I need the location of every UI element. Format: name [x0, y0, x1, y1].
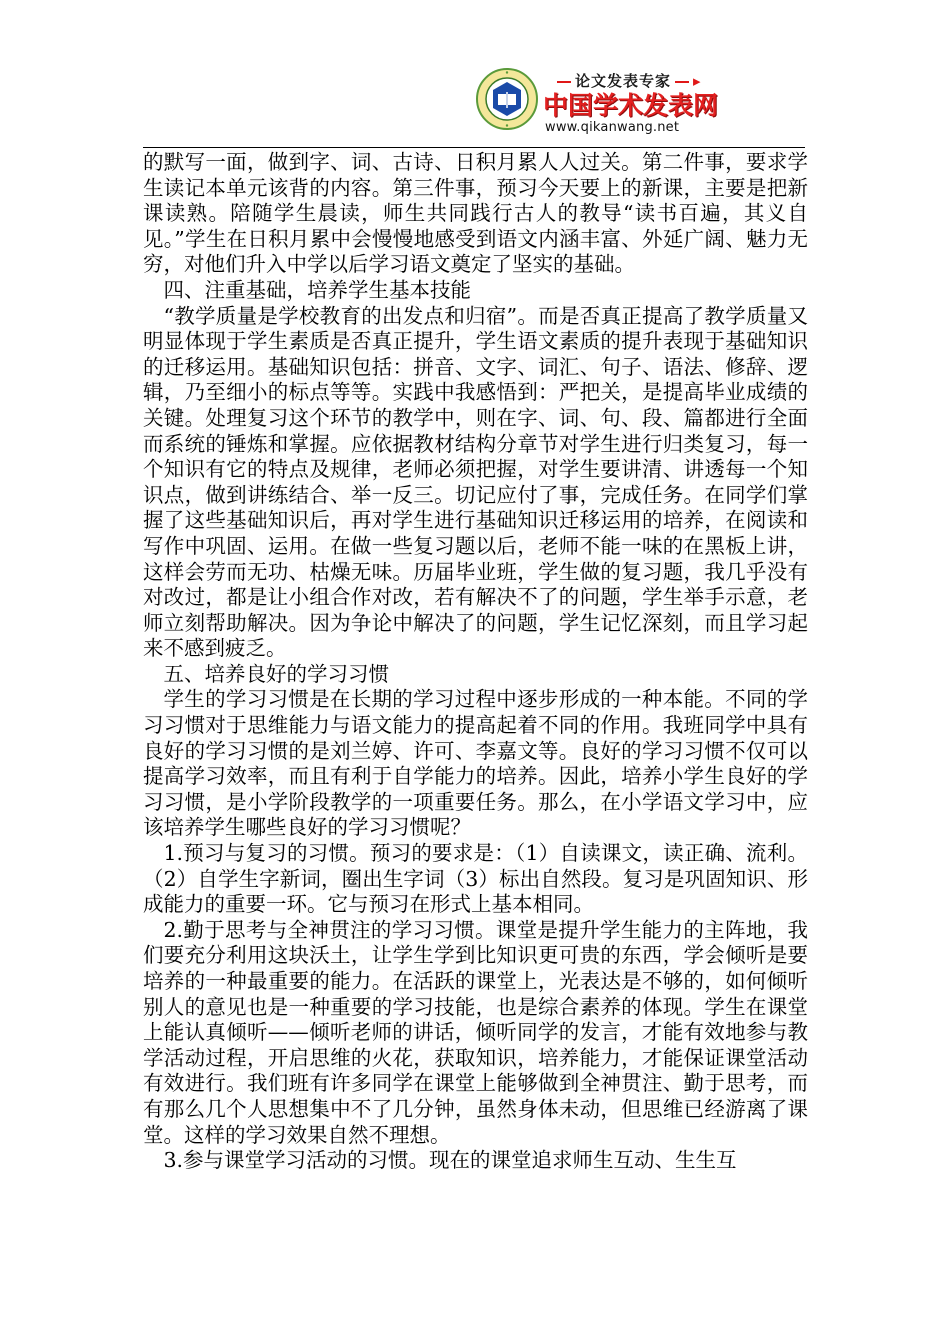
body-paragraph: 3.参与课堂学习活动的习惯。现在的课堂追求师生互动、生生互 [163, 1148, 737, 1173]
section-heading: 四、注重基础，培养学生基本技能 [163, 277, 471, 302]
body-paragraph: 学生的学习习惯是在长期的学习过程中逐步形成的一种本能。不同的学习习惯对于思维能力与语文能力的提高起着不同的作用。我班同学中具有良好的学习习惯的是刘兰婷、许可、李嘉文等。良好的学习习惯不仅可以提高学习效率，而且有利于自学能力的培养。因此，培养小学生良好的学习习惯，是小学阶段教学的一项重要任务。那么，在小学语文学习中，应该培养学生哪些良好的学习习惯呢？ [143, 687, 808, 840]
section-heading: 五、培养良好的学习习惯 [163, 661, 389, 686]
body-paragraph: 的默写一面，做到字、词、古诗、日积月累人人过关。第二件事，要求学生读记本单元该背的内容。第三件事，预习今天要上的新课，主要是把新课读熟。陪随学生晨读，师生共同践行古人的教导“读书百遍，其义自见。”学生在日积月累中会慢慢地感受到语文内涵丰富、外延广阔、魅力无穷，对他们升入中学以后学习语文奠定了坚实的基础。 [143, 150, 808, 277]
site-seal-logo [476, 68, 538, 130]
body-paragraph: 1.预习与复习的习惯。预习的要求是：（1）自读课文，读正确、流利。（2）自学生字新词，圈出生字词（3）标出自然段。复习是巩固知识、形成能力的重要一环。它与预习在形式上基本相同。 [143, 841, 808, 917]
header-divider [143, 147, 805, 148]
document-body [143, 150, 808, 1174]
brand-block [543, 70, 803, 135]
body-paragraph: “教学质量是学校教育的出发点和归宿”。而是否真正提高了教学质量又明显体现于学生素质是否真正提升，学生语文素质的提升表现于基础知识的迁移运用。基础知识包括：拼音、文字、词汇、句子、语法、修辞、逻辑，乃至细小的标点等等。实践中我感悟到：严把关，是提高毕业成绩的关键。处理复习这个环节的教学中，则在字、词、句、段、篇都进行全面而系统的锤炼和掌握。应依据教材结构分章节对学生进行归类复习，每一个知识有它的特点及规律，老师必须把握，对学生要讲清、讲透每一个知识点，做到讲练结合、举一反三。切记应付了事，完成任务。在同学们掌握了这些基础知识后，再对学生进行基础知识迁移运用的培养，在阅读和写作中巩固、运用。在做一些复习题以后，老师不能一味的在黑板上讲，这样会劳而无功、枯燥无味。历届毕业班，学生做的复习题，我几乎没有对改过，都是让小组合作对改，若有解决不了的问题，学生举手示意，老师立刻帮助解决。因为争论中解决了的问题，学生记忆深刻，而且学习起来不感到疲乏。 [143, 303, 808, 661]
brand-slogan: 论文发表专家 ▸ [553, 70, 803, 91]
brand-name: 中国学术发表网 [543, 91, 719, 120]
brand-url[interactable]: www.qikanwang.net [545, 120, 680, 135]
site-header [468, 66, 808, 146]
body-paragraph: 2.勤于思考与全神贯注的学习习惯。课堂是提升学生能力的主阵地，我们要充分利用这块沃土，让学生学到比知识更可贵的东西，学会倾听是要培养的一种最重要的能力。在活跃的课堂上，光表达是不够的，如何倾听别人的意见也是一种重要的学习技能，也是综合素养的体现。学生在课堂上能认真倾听——倾听老师的讲话，倾听同学的发言，才能有效地参与教学活动过程，开启思维的火花，获取知识，培养能力，才能保证课堂活动有效进行。我们班有许多同学在课堂上能够做到全神贯注、勤于思考，而有那么几个人思想集中不了几分钟，虽然身体未动，但思维已经游离了课堂。这样的学习效果自然不理想。 [143, 917, 808, 1147]
